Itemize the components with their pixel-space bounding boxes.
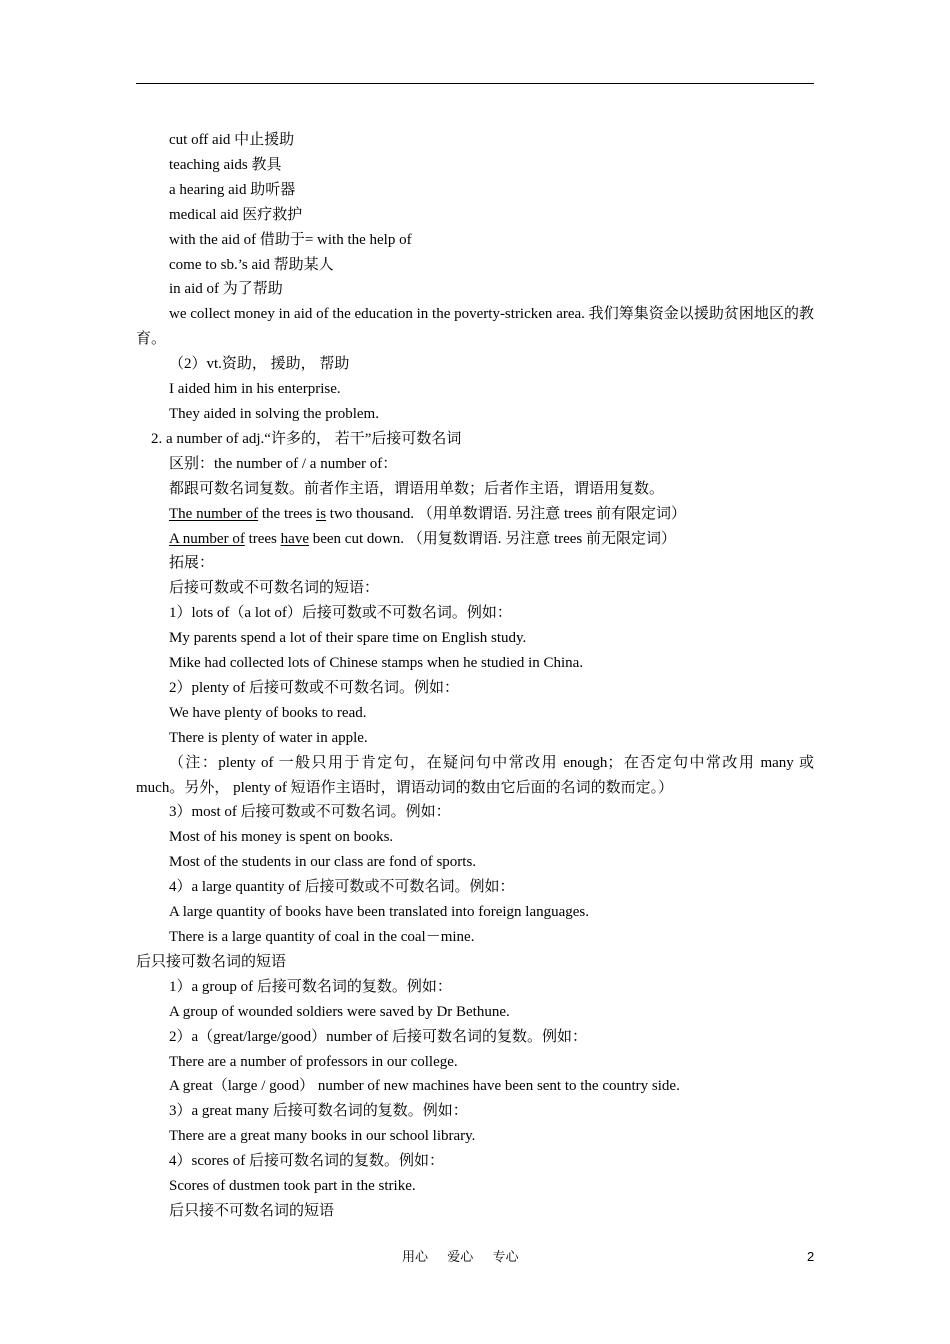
text-line: I aided him in his enterprise. — [169, 381, 341, 398]
page-number: 2 — [807, 1249, 815, 1264]
text-line: 后接可数或不可数名词的短语： — [169, 580, 380, 597]
example-sentence — [136, 502, 814, 527]
text-line: Scores of dustmen took part in the strike. — [169, 1178, 416, 1195]
text-line: There is plenty of water in apple. — [169, 729, 368, 746]
text-line: 1）a group of 后接可数名词的复数。例如： — [169, 978, 452, 995]
text-line: A group of wounded soldiers were saved by Dr Bethune. — [169, 1003, 510, 1020]
text-line: teaching aids 教具 — [169, 156, 282, 173]
footer-motto: 用心 爱心 专心 — [402, 1249, 519, 1264]
text-line: （2）vt.资助， 援助， 帮助 — [169, 356, 350, 373]
header-rule — [136, 83, 814, 84]
example-text: the trees — [258, 505, 317, 522]
text-line: 拓展： — [169, 555, 215, 572]
numbered-heading: 2. a number of adj.“许多的， 若干”后接可数名词 — [151, 430, 462, 447]
underlined-verb: have — [280, 530, 309, 547]
text-line: 2）a（great/large/good）number of 后接可数名词的复数。例如： — [169, 1028, 587, 1045]
underlined-phrase: A number of — [169, 530, 245, 547]
text-line: Most of the students in our class are fond of sports. — [169, 854, 477, 871]
text-line: 3）a great many 后接可数名词的复数。例如： — [169, 1103, 468, 1120]
text-line: a hearing aid 助听器 — [169, 181, 296, 198]
text-line: in aid of 为了帮助 — [169, 281, 283, 298]
text-line: My parents spend a lot of their spare time on English study. — [169, 630, 527, 647]
underlined-phrase: The number of — [169, 505, 259, 522]
text-line: Mike had collected lots of Chinese stamps when he studied in China. — [169, 655, 584, 672]
text-line: There are a great many books in our school library. — [169, 1128, 476, 1145]
text-line: There is a large quantity of coal in the coal－mine. — [169, 929, 475, 945]
page-content — [136, 128, 814, 1224]
example-sentence — [136, 527, 814, 552]
text-line: A large quantity of books have been translated into foreign languages. — [169, 904, 590, 921]
text-line: 2）plenty of 后接可数或不可数名词。例如： — [169, 679, 459, 696]
text-line: A great（large / good） number of new machines have been sent to the country side. — [169, 1078, 680, 1095]
text-line: 区别：the number of / a number of： — [169, 455, 398, 472]
text-line: Most of his money is spent on books. — [169, 829, 394, 846]
text-line: cut off aid 中止援助 — [169, 132, 295, 148]
text-line: 后只接不可数名词的短语 — [169, 1202, 335, 1219]
text-line: There are a number of professors in our college. — [169, 1053, 458, 1070]
example-text: trees — [244, 530, 281, 547]
underlined-verb: is — [316, 505, 327, 522]
text-line: 4）a large quantity of 后接可数或不可数名词。例如： — [169, 879, 515, 896]
text-line: We have plenty of books to read. — [169, 704, 367, 721]
text-paragraph: we collect money in aid of the education in the poverty-stricken area. 我们筹集资金以援助贫困地区的教育。 — [136, 306, 814, 348]
text-line: 4）scores of 后接可数名词的复数。例如： — [169, 1153, 444, 1170]
page-footer — [0, 1247, 950, 1267]
section-heading: 后只接可数名词的短语 — [136, 953, 287, 970]
example-text: two thousand. （用单数谓语. 另注意 trees 前有限定词） — [326, 505, 687, 522]
text-line: come to sb.’s aid 帮助某人 — [169, 256, 334, 273]
text-line: 3）most of 后接可数或不可数名词。例如： — [169, 804, 451, 821]
text-line: medical aid 医疗救护 — [169, 206, 303, 223]
text-line: They aided in solving the problem. — [169, 405, 379, 422]
text-line: with the aid of 借助于= with the help of — [169, 231, 412, 248]
text-line: 1）lots of（a lot of）后接可数或不可数名词。例如： — [169, 605, 512, 622]
example-text: been cut down. （用复数谓语. 另注意 trees 前无限定词） — [308, 530, 677, 547]
note-paragraph: （注：plenty of 一般只用于肯定句，在疑问句中常改用 enough；在否定句中常改用 many 或 much。另外， plenty of 短语作主语时，谓语动词的数由它后面的名词的数而定。） — [136, 754, 814, 796]
text-line: 都跟可数名词复数。前者作主语，谓语用单数；后者作主语，谓语用复数。 — [169, 480, 665, 497]
